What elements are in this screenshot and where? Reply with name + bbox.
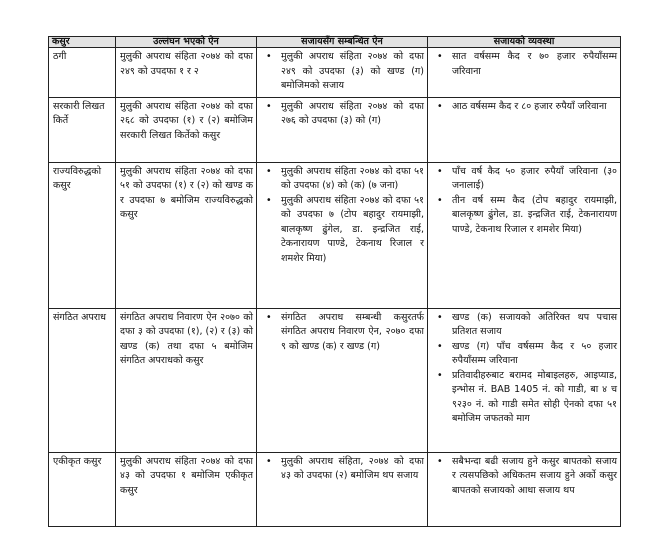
- related-law-cell: [257, 308, 428, 452]
- list-item: • पाँच वर्ष कैद ५० हजार रुपैयाँ जरिवाना (३० जनालाई): [432, 165, 617, 194]
- crime-cell: ठगी: [49, 48, 116, 98]
- table-row: [49, 308, 621, 452]
- table-row: [49, 97, 621, 162]
- crime-cell: राज्यविरुद्धको कसुर: [49, 162, 116, 308]
- table-header-row: [49, 37, 621, 48]
- related-law-cell: [257, 452, 428, 526]
- punishment-cell: [428, 48, 621, 98]
- punishment-cell: [428, 308, 621, 452]
- violated-law-cell: संगठित अपराध निवारण ऐन २०७० को दफा ३ को उपदफा (१), (२) र (३) को खण्ड (क) तथा दफा ५ बमोजिम संगठित अपराधको कसुर: [116, 308, 257, 452]
- violated-law-cell: मुलुकी अपराध संहिता २०७४ को दफा ५१ को उपदफा (१) र (२) को खण्ड क र उपदफा ७ बमोजिम राज्यविरुद्धको कसुर: [116, 162, 257, 308]
- punishment-table: [48, 36, 621, 527]
- list-item: • सात वर्षसम्म कैद र ७० हजार रुपैयाँसम्म जरिवाना: [432, 50, 617, 79]
- crime-cell: सरकारी लिखत किर्ते: [49, 97, 116, 162]
- table-row: [49, 452, 621, 526]
- table-row: [49, 162, 621, 308]
- table-row: [49, 48, 621, 98]
- header-violated-law: उल्लंघन भएको ऐन: [116, 37, 257, 48]
- related-law-cell: [257, 48, 428, 98]
- list-item: • मुलुकी अपराध संहिता २०७४ को दफा २७६ को उपदफा (३) को (ग): [261, 100, 424, 129]
- list-item: • मुलुकी अपराध संहिता, २०७४ को दफा ४३ को उपदफा (२) बमोजिम थप सजाय: [261, 455, 424, 484]
- punishment-cell: [428, 162, 621, 308]
- violated-law-cell: मुलुकी अपराध संहिता २०७४ को दफा २६८ को उपदफा (१) र (२) बमोजिम सरकारी लिखत किर्तेको कसुर: [116, 97, 257, 162]
- list-item: • सबैभन्दा बढी सजाय हुने कसुर बापतको सजाय र त्यसपछिको अधिकतम सजाय हुने अर्को कसुर बापतको सजायको आधा सजाय थप: [432, 455, 617, 499]
- list-item: • संगठित अपराध सम्बन्धी कसुरतर्फ संगठित अपराध निवारण ऐन, २०७० दफा ९ को खण्ड (क) र खण्ड (ग): [261, 311, 424, 355]
- list-item: • खण्ड (क) सजायको अतिरिक्त थप पचास प्रतिशत सजाय: [432, 311, 617, 340]
- crime-cell: संगठित अपराध: [49, 308, 116, 452]
- violated-law-cell: मुलुकी अपराध संहिता २०७४ को दफा २४९ को उपदफा १ र २: [116, 48, 257, 98]
- header-related-law: सजायसँग सम्बन्धित ऐन: [257, 37, 428, 48]
- list-item: • मुलुकी अपराध संहिता २०७४ को दफा २४९ को उपदफा (३) को खण्ड (ग) बमोजिमको सजाय: [261, 50, 424, 94]
- list-item: • खण्ड (ग) पाँच वर्षसम्म कैद र ५० हजार रुपैयाँसम्म जरिवाना: [432, 340, 617, 369]
- list-item: • मुलुकी अपराध संहिता २०७४ को दफा ५१ को उपदफा (४) को (क) (७ जना): [261, 165, 424, 194]
- header-punishment: सजायको व्यवस्था: [428, 37, 621, 48]
- list-item: • आठ वर्षसम्म कैद र ८० हजार रुपैयाँ जरिवाना: [432, 100, 617, 115]
- punishment-cell: [428, 452, 621, 526]
- related-law-cell: [257, 162, 428, 308]
- crime-cell: एकीकृत कसुर: [49, 452, 116, 526]
- list-item: • मुलुकी अपराध संहिता २०७४ को दफा ५१ को उपदफा ७ (टोप बहादुर रायमाझी, बालकृष्ण ढुंगेल, डा. इन्द्रजित राई, टेकनारायण पाण्डे, टेकनाथ रिजाल र शमशेर मिया): [261, 194, 424, 267]
- list-item: • तीन वर्ष सम्म कैद (टोप बहादुर रायमाझी, बालकृष्ण ढुंगेल, डा. इन्द्रजित राई, टेकनारायण पाण्डे, टेकनाथ रिजाल र शमशेर मिया): [432, 194, 617, 238]
- related-law-cell: [257, 97, 428, 162]
- punishment-cell: [428, 97, 621, 162]
- list-item: • प्रतिवादीहरुबाट बरामद मोबाइलहरु, आइप्याड, इन्भोस नं. BAB 1405 नं. को गाडी, बा ४ च ९२३० नं. को गाडी समेत सोही ऐनको दफा ५१ बमोजिम जफतको माग: [432, 369, 617, 427]
- header-crime: कसुर: [49, 37, 116, 48]
- violated-law-cell: मुलुकी अपराध संहिता २०७४ को दफा ४३ को उपदफा १ बमोजिम एकीकृत कसुर: [116, 452, 257, 526]
